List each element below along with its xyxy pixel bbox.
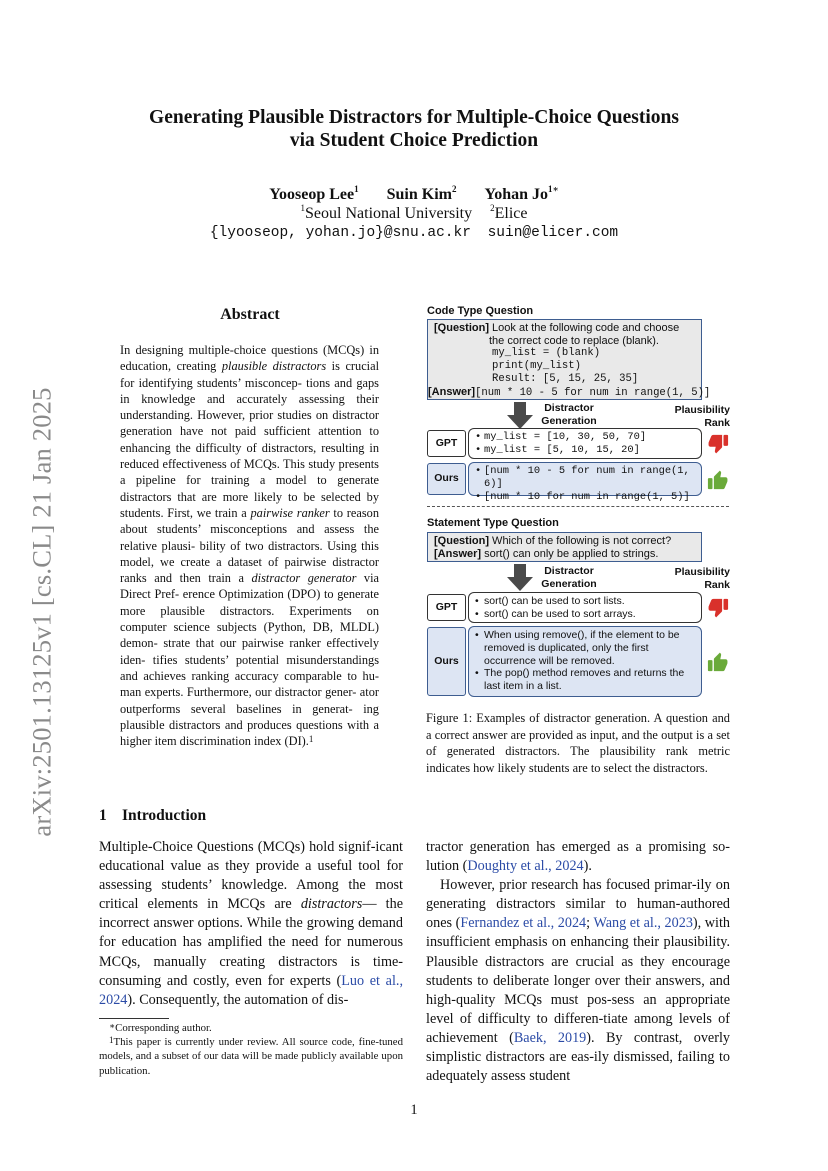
- citation-link[interactable]: Wang et al., 2023: [593, 915, 693, 932]
- citation-link[interactable]: Luo et al., 2024: [99, 972, 403, 1008]
- footnote-rule: [99, 1018, 169, 1019]
- ours-label: Ours: [427, 627, 466, 696]
- abstract-heading: Abstract: [220, 306, 280, 323]
- plausibility-rank-label: Plausibility Rank: [674, 404, 730, 429]
- thumbs-up-icon: [707, 469, 729, 491]
- citation-link[interactable]: Fernandez et al., 2024: [460, 915, 587, 932]
- figure-section-divider: [427, 506, 729, 507]
- figure-caption: Figure 1: Examples of distractor generation. A question and a correct answer are provided as input, and the output is a set of generated distractors. The plausibility rank metric indicates how likely students are to select the distractors.: [426, 711, 730, 775]
- thumbs-up-icon: [707, 651, 729, 673]
- distractor-generation-label: Distractor Generation: [541, 402, 597, 427]
- affiliation-list: [100, 205, 728, 223]
- statement-type-question-title: Statement Type Question: [427, 517, 559, 529]
- plausibility-rank-label: Plausibility Rank: [674, 566, 730, 591]
- paper-title: [100, 106, 728, 152]
- paragraph: However, prior research has focused primar-ily on generating distractors similar to human-authored ones (Fernandez et al., 2024; Wang et al., 2023), with insufficient emphasis on enhancing their plausibility. Plausible distractors are crucial as they encourage students to deliberate longer over their answers, and high-quality MCQs must pos-sess an appropriate level of difficulty to differen-tiate among levels of achievement (Baek, 2019). By contrast, overly simplistic distractors are eas-ily dismissed, failing to adequately assess student: [426, 877, 731, 1085]
- author: Yohan $Jo^{1∗}$: [484, 184, 559, 203]
- distractor-item: • sort() can be used to sort lists.: [475, 595, 695, 608]
- email-address: suin@elicer.com: [487, 225, 619, 241]
- distractor-item: • The pop() method removes and returns the last item in a list.: [475, 667, 695, 693]
- arxiv-identifier-stamp: [18, 372, 66, 852]
- citation-link[interactable]: Baek, 2019: [513, 1029, 587, 1046]
- paper-title-line-1: Generating Plausible Distractors for Multiple-Choice Questions: [149, 107, 679, 128]
- citation-link[interactable]: Doughty et al., 2024: [467, 858, 584, 875]
- email-address: {lyooseop, yohan.jo}@snu.ac.kr: [209, 225, 471, 241]
- distractor-item: • my_list = [5, 10, 15, 20]: [475, 444, 695, 457]
- statement-question-box: [Question] Which of the following is not correct? [Answer] sort() can only be applied to strings.: [427, 532, 702, 562]
- abstract-body: In designing multiple-choice questions (MCQs) in education, creating plausible distractors is crucial for identifying students’ misconcep- tions and gaps in knowledge and accurately assessing their understanding. However, prior studies on distractor generation have not paid sufficient attention to enhancing the difficulty of distractors, resulting in reduced effectiveness of MCQs. This study presents a pipeline for training a model to generate distractors that are more likely to be selected by students. First, we train a pairwise ranker to reason about students’ misconceptions and assess the relative plausi- bility of two distractors. Using this model, we create a dataset of pairwise distractor ranks and then train a distractor generator via Direct Pref- erence Optimization (DPO) to generate more plausible distractors. Experiments on computer science subjects (Python, DB, MLDL) demon- strate that our pairwise ranker effectively iden- tifies students’ potential misunderstandings and achieves ranking accuracy comparable to hu- man experts. Furthermore, our distractor gener- ator outperforms several baselines in generat- ing plausible distractors and produces questions with a higher item discrimination index (DI).$^1$: [120, 343, 380, 749]
- distractor-item: • When using remove(), if the element to be removed is duplicated, only the first occurrence will be removed.: [475, 629, 695, 667]
- paragraph: tractor generation has emerged as a promising so-lution (Doughty et al., 2024).: [426, 839, 730, 875]
- distractor-item: • sort() can be used to sort arrays.: [475, 608, 695, 621]
- section-title: Introduction: [122, 807, 207, 824]
- ours-label: Ours: [427, 463, 466, 495]
- gpt-distractors-box: [468, 592, 702, 623]
- author: Suin Kim$^2$: [386, 184, 457, 203]
- ours-distractors-box: [468, 462, 702, 504]
- distractor-item: • [num * 10 for num in range(1, 5)]: [475, 491, 695, 504]
- down-arrow-icon: [506, 402, 534, 430]
- distractor-item: • my_list = [10, 30, 50, 70]: [475, 431, 695, 444]
- gpt-distractors-box: [468, 428, 702, 459]
- gpt-label: GPT: [427, 430, 466, 457]
- footnotes: [99, 1021, 403, 1078]
- footnote: ∗Corresponding author.: [109, 1021, 212, 1034]
- gpt-label: GPT: [427, 594, 466, 621]
- down-arrow-icon: [506, 564, 534, 592]
- email-list: [100, 225, 728, 241]
- intro-left-column: Multiple-Choice Questions (MCQs) hold signif-icant educational value as they provide a useful tool for assessing students’ knowledge. Among the most critical elements in MCQs are distractors— the incorrect answer options. While the growing demand for education has amplified the need for numerous MCQs, manually creating distractors is time-consuming and costly, even for experts (Luo et al., 2024). Consequently, the automation of dis-: [99, 839, 403, 1008]
- code-question-box: [Question] Look at the following code and choose the correct code to replace (blank). my_list = (blank) print(my_list) Result: [5, 15, 25, 35] [Answer][num * 10 - 5 for num in range(1, 5)]: [427, 319, 702, 400]
- affiliation: $^2$Elice: [490, 203, 528, 222]
- thumbs-down-icon: [707, 597, 729, 619]
- arxiv-identifier-text: arXiv:2501.13125v1 [cs.CL] 21 Jan 2025: [26, 387, 57, 837]
- distractor-generation-label: Distractor Generation: [541, 565, 597, 590]
- paper-title-line-2: via Student Choice Prediction: [289, 130, 539, 151]
- author: Yooseop Lee$^1$: [269, 184, 359, 203]
- ours-distractors-box: [468, 626, 702, 697]
- section-number: 1: [99, 807, 107, 824]
- footnote: $^1$This paper is currently under review. All source code, fine-tuned models, and a subset of our data will be made publicly available upon publication.: [99, 1035, 403, 1077]
- distractor-item: • [num * 10 - 5 for num in range(1, 6)]: [475, 465, 695, 491]
- section-heading: [99, 807, 399, 825]
- author-list: [100, 186, 728, 204]
- page-number: 1: [410, 1102, 418, 1118]
- affiliation: $^1$Seoul National University: [300, 203, 473, 222]
- thumbs-down-icon: [707, 433, 729, 455]
- code-type-question-title: Code Type Question: [427, 305, 534, 317]
- intro-right-column: [426, 838, 730, 1086]
